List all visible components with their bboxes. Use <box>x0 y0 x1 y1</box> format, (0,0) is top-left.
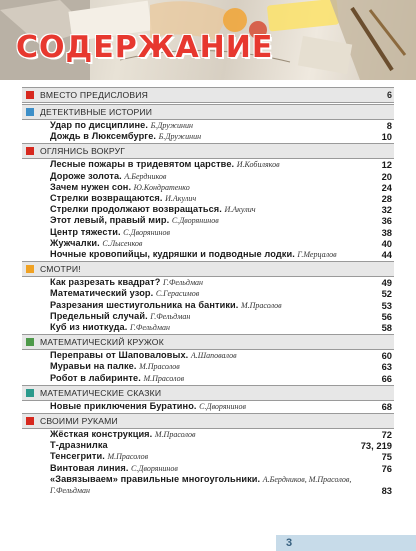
article-page: 49 <box>381 277 392 289</box>
section-title: ДЕТЕКТИВНЫЕ ИСТОРИИ <box>40 107 153 117</box>
toc-entry-text <box>50 361 374 372</box>
article-author: Б.Дружинин <box>158 132 202 142</box>
toc-entry-text <box>50 131 374 142</box>
article-page: 32 <box>381 204 392 216</box>
article-author: И.Кобиляков <box>236 160 280 170</box>
article-author: С.Дворянинов <box>123 227 170 237</box>
section-title: СВОИМИ РУКАМИ <box>40 416 118 427</box>
section-header <box>22 143 394 159</box>
toc-entry-text <box>50 429 374 440</box>
article-author: А.Бердников, М.Прасолов, Г.Фельдман <box>50 474 352 496</box>
article-author: С.Герасимов <box>155 289 200 299</box>
page-number: 3 <box>276 535 416 551</box>
article-page: 40 <box>381 237 392 249</box>
toc-entry[interactable] <box>22 120 394 131</box>
toc-entry[interactable] <box>22 311 394 322</box>
section-title: МАТЕМАТИЧЕСКИЕ СКАЗКИ <box>40 387 162 398</box>
article-title: Муравьи на палке. <box>50 361 137 372</box>
toc-entry-text <box>50 311 374 322</box>
toc-entry[interactable] <box>22 463 394 474</box>
section-title: ОГЛЯНИСЬ ВОКРУГ <box>40 146 126 157</box>
toc-entry[interactable] <box>22 171 394 182</box>
article-title: Стрелки возвращаются. <box>50 193 163 204</box>
section-header <box>22 385 394 401</box>
section-header <box>22 104 394 120</box>
article-page: 75 <box>381 451 392 463</box>
article-page: 53 <box>381 299 392 311</box>
section-page: 6 <box>386 90 392 100</box>
article-author: Г.Фельдман <box>129 323 170 333</box>
toc-entry[interactable] <box>22 204 394 215</box>
toc-entry[interactable] <box>22 227 394 238</box>
article-author: А.Бердников <box>124 171 167 181</box>
article-author: Ю.Кондратенко <box>133 182 190 192</box>
toc-entry-text <box>50 401 374 412</box>
section-marker-icon <box>26 417 34 425</box>
article-page: 44 <box>381 249 392 261</box>
toc-entry-text <box>50 440 361 451</box>
article-author: И.Акулич <box>224 205 256 215</box>
article-page: 12 <box>381 159 392 171</box>
article-page: 56 <box>381 310 392 322</box>
article-author: С.Лысенков <box>102 238 143 248</box>
toc-entry-text <box>50 288 374 299</box>
toc-entry[interactable] <box>22 361 394 372</box>
toc-entry[interactable] <box>22 288 394 299</box>
article-author: Г.Фельдман <box>163 278 204 288</box>
article-page: 20 <box>381 170 392 182</box>
article-author: М.Прасолов <box>240 300 282 310</box>
section-marker-icon <box>26 265 34 273</box>
article-author: С.Дворянинов <box>199 401 246 411</box>
toc-entry[interactable] <box>22 474 394 496</box>
section-header <box>22 87 394 103</box>
article-author: С.Дворянинов <box>131 463 178 473</box>
header-banner <box>0 0 416 80</box>
article-title: Ночные кровопийцы, кудряшки и подводные лодки. <box>50 249 295 260</box>
toc-entry-text <box>50 322 374 333</box>
toc-entry[interactable] <box>22 238 394 249</box>
article-title: Математический узор. <box>50 288 154 299</box>
article-title: Робот в лабиринте. <box>50 372 141 383</box>
article-title: Удар по дисциплине. <box>50 120 148 130</box>
article-title: Винтовая линия. <box>50 462 129 473</box>
article-page: 83 <box>381 485 392 497</box>
article-title: Зачем нужен сон. <box>50 181 132 192</box>
article-author: С.Дворянинов <box>171 216 219 226</box>
article-title: Как разрезать квадрат? <box>50 277 161 288</box>
toc-entry[interactable] <box>22 322 394 333</box>
toc-entry-text <box>50 215 374 226</box>
article-page: 8 <box>386 120 392 131</box>
section-header <box>22 334 394 350</box>
table-of-contents <box>22 86 394 496</box>
article-title: Разрезания шестиугольника на бантики. <box>50 299 239 310</box>
section-marker-icon <box>26 338 34 346</box>
article-author: Г.Фельдман <box>150 311 191 321</box>
toc-entry-text <box>50 474 374 496</box>
section-title: ВМЕСТО ПРЕДИСЛОВИЯ <box>40 90 149 100</box>
toc-entry-text <box>50 182 374 193</box>
article-author: М.Прасолов <box>143 373 185 383</box>
toc-entry-text <box>50 171 374 182</box>
toc-entry-text <box>50 120 374 131</box>
toc-entry[interactable] <box>22 182 394 193</box>
article-title: Стрелки продолжают возвращаться. <box>50 204 222 215</box>
article-author: Г.Мерцалов <box>297 250 337 260</box>
toc-entry[interactable] <box>22 440 394 451</box>
toc-entry-text <box>50 277 374 288</box>
section-title: МАТЕМАТИЧЕСКИЙ КРУЖОК <box>40 337 164 348</box>
toc-entry-text <box>50 159 374 170</box>
article-page: 68 <box>381 400 392 412</box>
toc-entry-text <box>50 451 374 462</box>
toc-entry-text <box>50 249 374 260</box>
toc-entry[interactable] <box>22 215 394 226</box>
toc-entry[interactable] <box>22 159 394 170</box>
toc-entry-text <box>50 463 374 474</box>
article-page: 52 <box>381 288 392 300</box>
article-page: 10 <box>381 131 392 143</box>
article-page: 73, 219 <box>360 440 392 452</box>
toc-entry[interactable] <box>22 373 394 384</box>
toc-entry-text <box>50 373 374 384</box>
section-marker-icon <box>26 147 34 155</box>
toc-entry-text <box>50 227 374 238</box>
toc-entry[interactable] <box>22 350 394 361</box>
toc-entry-text <box>50 238 374 249</box>
article-title: Предельный случай. <box>50 310 148 321</box>
toc-entry[interactable] <box>22 451 394 462</box>
section-title: СМОТРИ! <box>40 264 81 275</box>
toc-entry-text <box>50 300 374 311</box>
toc-entry[interactable] <box>22 300 394 311</box>
toc-entry[interactable] <box>22 249 394 260</box>
section-marker-icon <box>26 108 34 116</box>
article-page: 72 <box>381 429 392 441</box>
article-title: Дороже золота. <box>50 170 122 181</box>
article-page: 24 <box>381 181 392 193</box>
article-page: 60 <box>381 350 392 362</box>
article-title: Т-дразнилка <box>50 440 108 451</box>
toc-entry[interactable] <box>22 401 394 412</box>
article-page: 58 <box>381 322 392 334</box>
article-author: А.Шаповалов <box>190 351 237 361</box>
page-title: СОДЕРЖАНИЕ <box>16 30 274 65</box>
article-page: 38 <box>381 226 392 238</box>
article-title: Лесные пожары в тридевятом царстве. <box>50 159 235 170</box>
section-marker-icon <box>26 389 34 397</box>
article-title: Жёсткая конструкция. <box>50 429 153 440</box>
toc-entry[interactable] <box>22 277 394 288</box>
article-title: Этот левый, правый мир. <box>50 215 170 226</box>
section-marker-icon <box>26 91 34 99</box>
toc-entry-text <box>50 193 374 204</box>
article-author: Б.Дружинин <box>150 121 193 130</box>
toc-entry[interactable] <box>22 193 394 204</box>
article-title: Дождь в Люксембурге. <box>50 131 157 142</box>
article-page: 28 <box>381 193 392 205</box>
toc-entry-text <box>50 204 374 215</box>
section-header <box>22 413 394 429</box>
article-title: «Завязываем» правильные многоугольники. <box>50 473 261 484</box>
article-author: М.Прасолов <box>107 452 149 462</box>
article-page: 66 <box>381 372 392 384</box>
section-header <box>22 261 394 277</box>
article-author: М.Прасолов <box>139 362 180 372</box>
article-title: Куб из ниоткуда. <box>50 322 128 333</box>
article-page: 36 <box>381 215 392 227</box>
toc-entry[interactable] <box>22 429 394 440</box>
article-title: Новые приключения Буратино. <box>50 400 197 411</box>
article-author: И.Акулич <box>165 194 197 204</box>
toc-entry-text <box>50 350 374 361</box>
article-title: Переправы от Шаповаловых. <box>50 350 189 361</box>
article-title: Жужчалки. <box>50 237 100 248</box>
toc-entry[interactable] <box>22 131 394 142</box>
article-title: Тенсегрити. <box>50 451 105 462</box>
article-title: Центр тяжести. <box>50 226 121 237</box>
article-author: М.Прасолов <box>154 430 196 440</box>
article-page: 63 <box>381 361 392 373</box>
article-page: 76 <box>381 462 392 474</box>
